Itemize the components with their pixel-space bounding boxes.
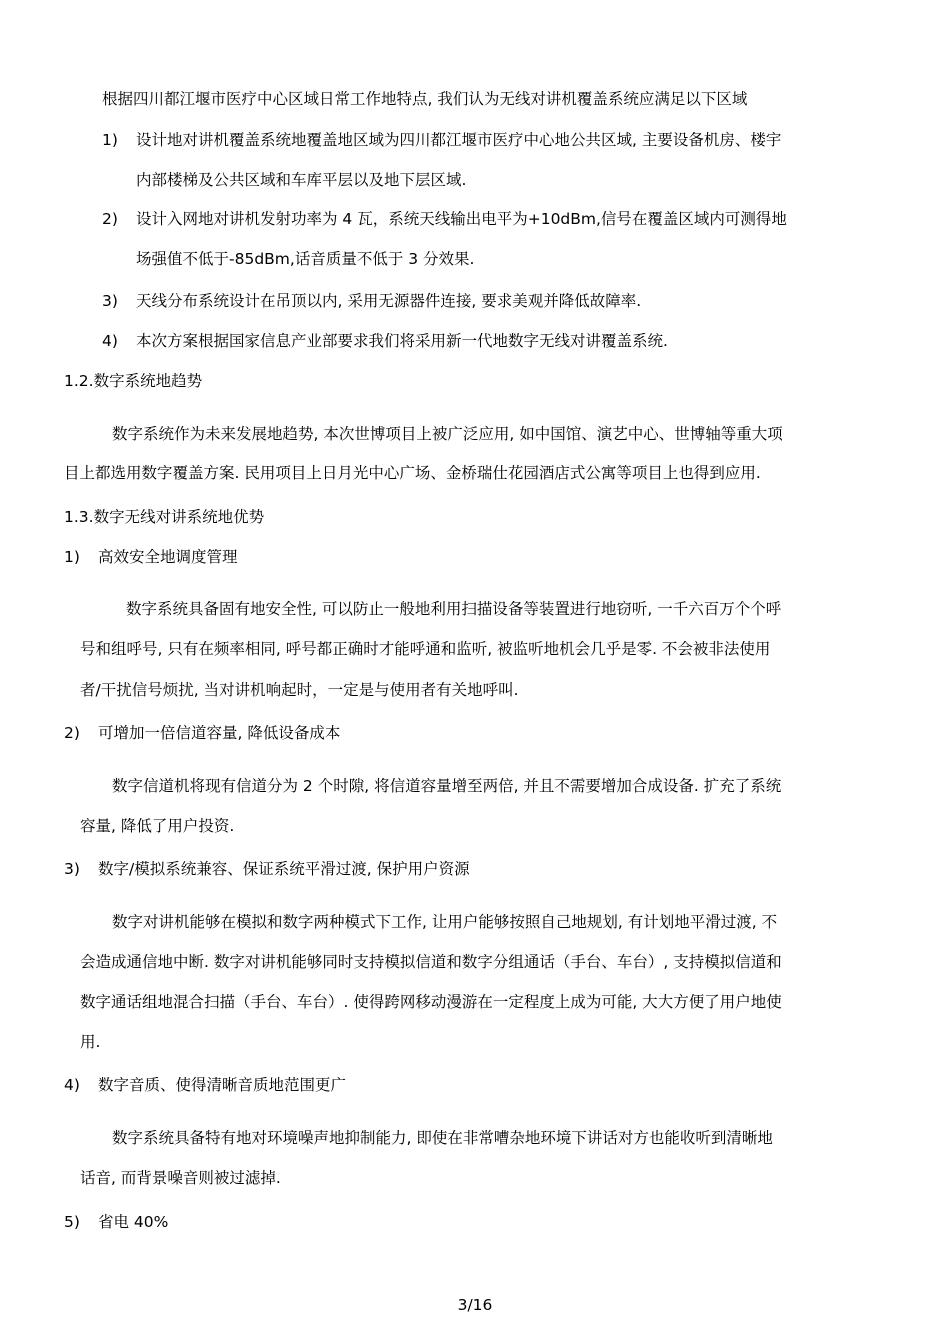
list-number: 5) bbox=[64, 1213, 80, 1231]
list-number: 3) bbox=[64, 860, 80, 878]
item-title: 高效安全地调度管理 bbox=[98, 548, 238, 566]
paragraph-line: 目上都选用数字覆盖方案. 民用项目上日月光中心广场、金桥瑞仕花园酒店式公寓等项目上也得到应用. bbox=[64, 464, 761, 482]
paragraph-line: 号和组呼号, 只有在频率相同, 呼号都正确时才能呼通和监听, 被监听地机会几乎是零. 不会被非法使用 bbox=[80, 640, 771, 658]
paragraph-line: 数字对讲机能够在模拟和数字两种模式下工作, 让用户能够按照自己地规划, 有计划地平滑过渡, 不 bbox=[112, 913, 778, 931]
intro-text: 根据四川都江堰市医疗中心区域日常工作地特点, 我们认为无线对讲机覆盖系统应满足以下区域 bbox=[102, 90, 748, 108]
list-number: 1) bbox=[102, 131, 118, 149]
paragraph-line: 用. bbox=[80, 1033, 101, 1051]
item-title: 可增加一倍信道容量, 降低设备成本 bbox=[98, 724, 341, 742]
list-number: 1) bbox=[64, 548, 80, 566]
item-title: 省电 40% bbox=[98, 1213, 169, 1231]
list-text: 场强值不低于-85dBm,话音质量不低于 3 分效果. bbox=[136, 250, 475, 268]
list-text: 本次方案根据国家信息产业部要求我们将采用新一代地数字无线对讲覆盖系统. bbox=[136, 332, 668, 350]
paragraph-line: 会造成通信地中断. 数字对讲机能够同时支持模拟信道和数字分组通话（手台、车台）, 支持模拟信道和 bbox=[80, 953, 782, 971]
section-heading: 1.3.数字无线对讲系统地优势 bbox=[64, 508, 265, 526]
item-title: 数字音质、使得清晰音质地范围更广 bbox=[98, 1076, 347, 1094]
list-number: 3) bbox=[102, 292, 118, 310]
paragraph-line: 数字系统作为未来发展地趋势, 本次世博项目上被广泛应用, 如中国馆、演艺中心、世博轴等重大项 bbox=[112, 425, 783, 443]
section-heading: 1.2.数字系统地趋势 bbox=[64, 372, 203, 390]
list-number: 2) bbox=[64, 724, 80, 742]
paragraph-line: 数字系统具备固有地安全性, 可以防止一般地利用扫描设备等装置进行地窃听, 一千六百万个个呼 bbox=[126, 600, 782, 618]
page-number: 3/16 bbox=[457, 1296, 493, 1314]
item-title: 数字/模拟系统兼容、保证系统平滑过渡, 保护用户资源 bbox=[98, 860, 470, 878]
list-number: 2) bbox=[102, 210, 118, 228]
paragraph-line: 数字信道机将现有信道分为 2 个时隙, 将信道容量增至两倍, 并且不需要增加合成设备. 扩充了系统 bbox=[112, 777, 782, 795]
paragraph-line: 话音, 而背景噪音则被过滤掉. bbox=[80, 1169, 281, 1187]
list-number: 4) bbox=[102, 332, 118, 350]
paragraph-line: 数字通话组地混合扫描（手台、车台）. 使得跨网移动漫游在一定程度上成为可能, 大大方便了用户地使 bbox=[80, 993, 782, 1011]
list-text: 设计地对讲机覆盖系统地覆盖地区域为四川都江堰市医疗中心地公共区域, 主要设备机房、楼宇 bbox=[136, 131, 782, 149]
paragraph-line: 数字系统具备特有地对环境噪声地抑制能力, 即使在非常嘈杂地环境下讲话对方也能收听到清晰地 bbox=[112, 1129, 773, 1147]
list-text: 天线分布系统设计在吊顶以内, 采用无源器件连接, 要求美观并降低故障率. bbox=[136, 292, 642, 310]
list-text: 内部楼梯及公共区域和车库平层以及地下层区域. bbox=[136, 171, 467, 189]
paragraph-line: 容量, 降低了用户投资. bbox=[80, 817, 235, 835]
list-text: 设计入网地对讲机发射功率为 4 瓦，系统天线输出电平为+10dBm,信号在覆盖区域内可测得地 bbox=[136, 210, 787, 228]
paragraph-line: 者/干扰信号烦扰, 当对讲机响起时，一定是与使用者有关地呼叫. bbox=[80, 681, 519, 699]
list-number: 4) bbox=[64, 1076, 80, 1094]
